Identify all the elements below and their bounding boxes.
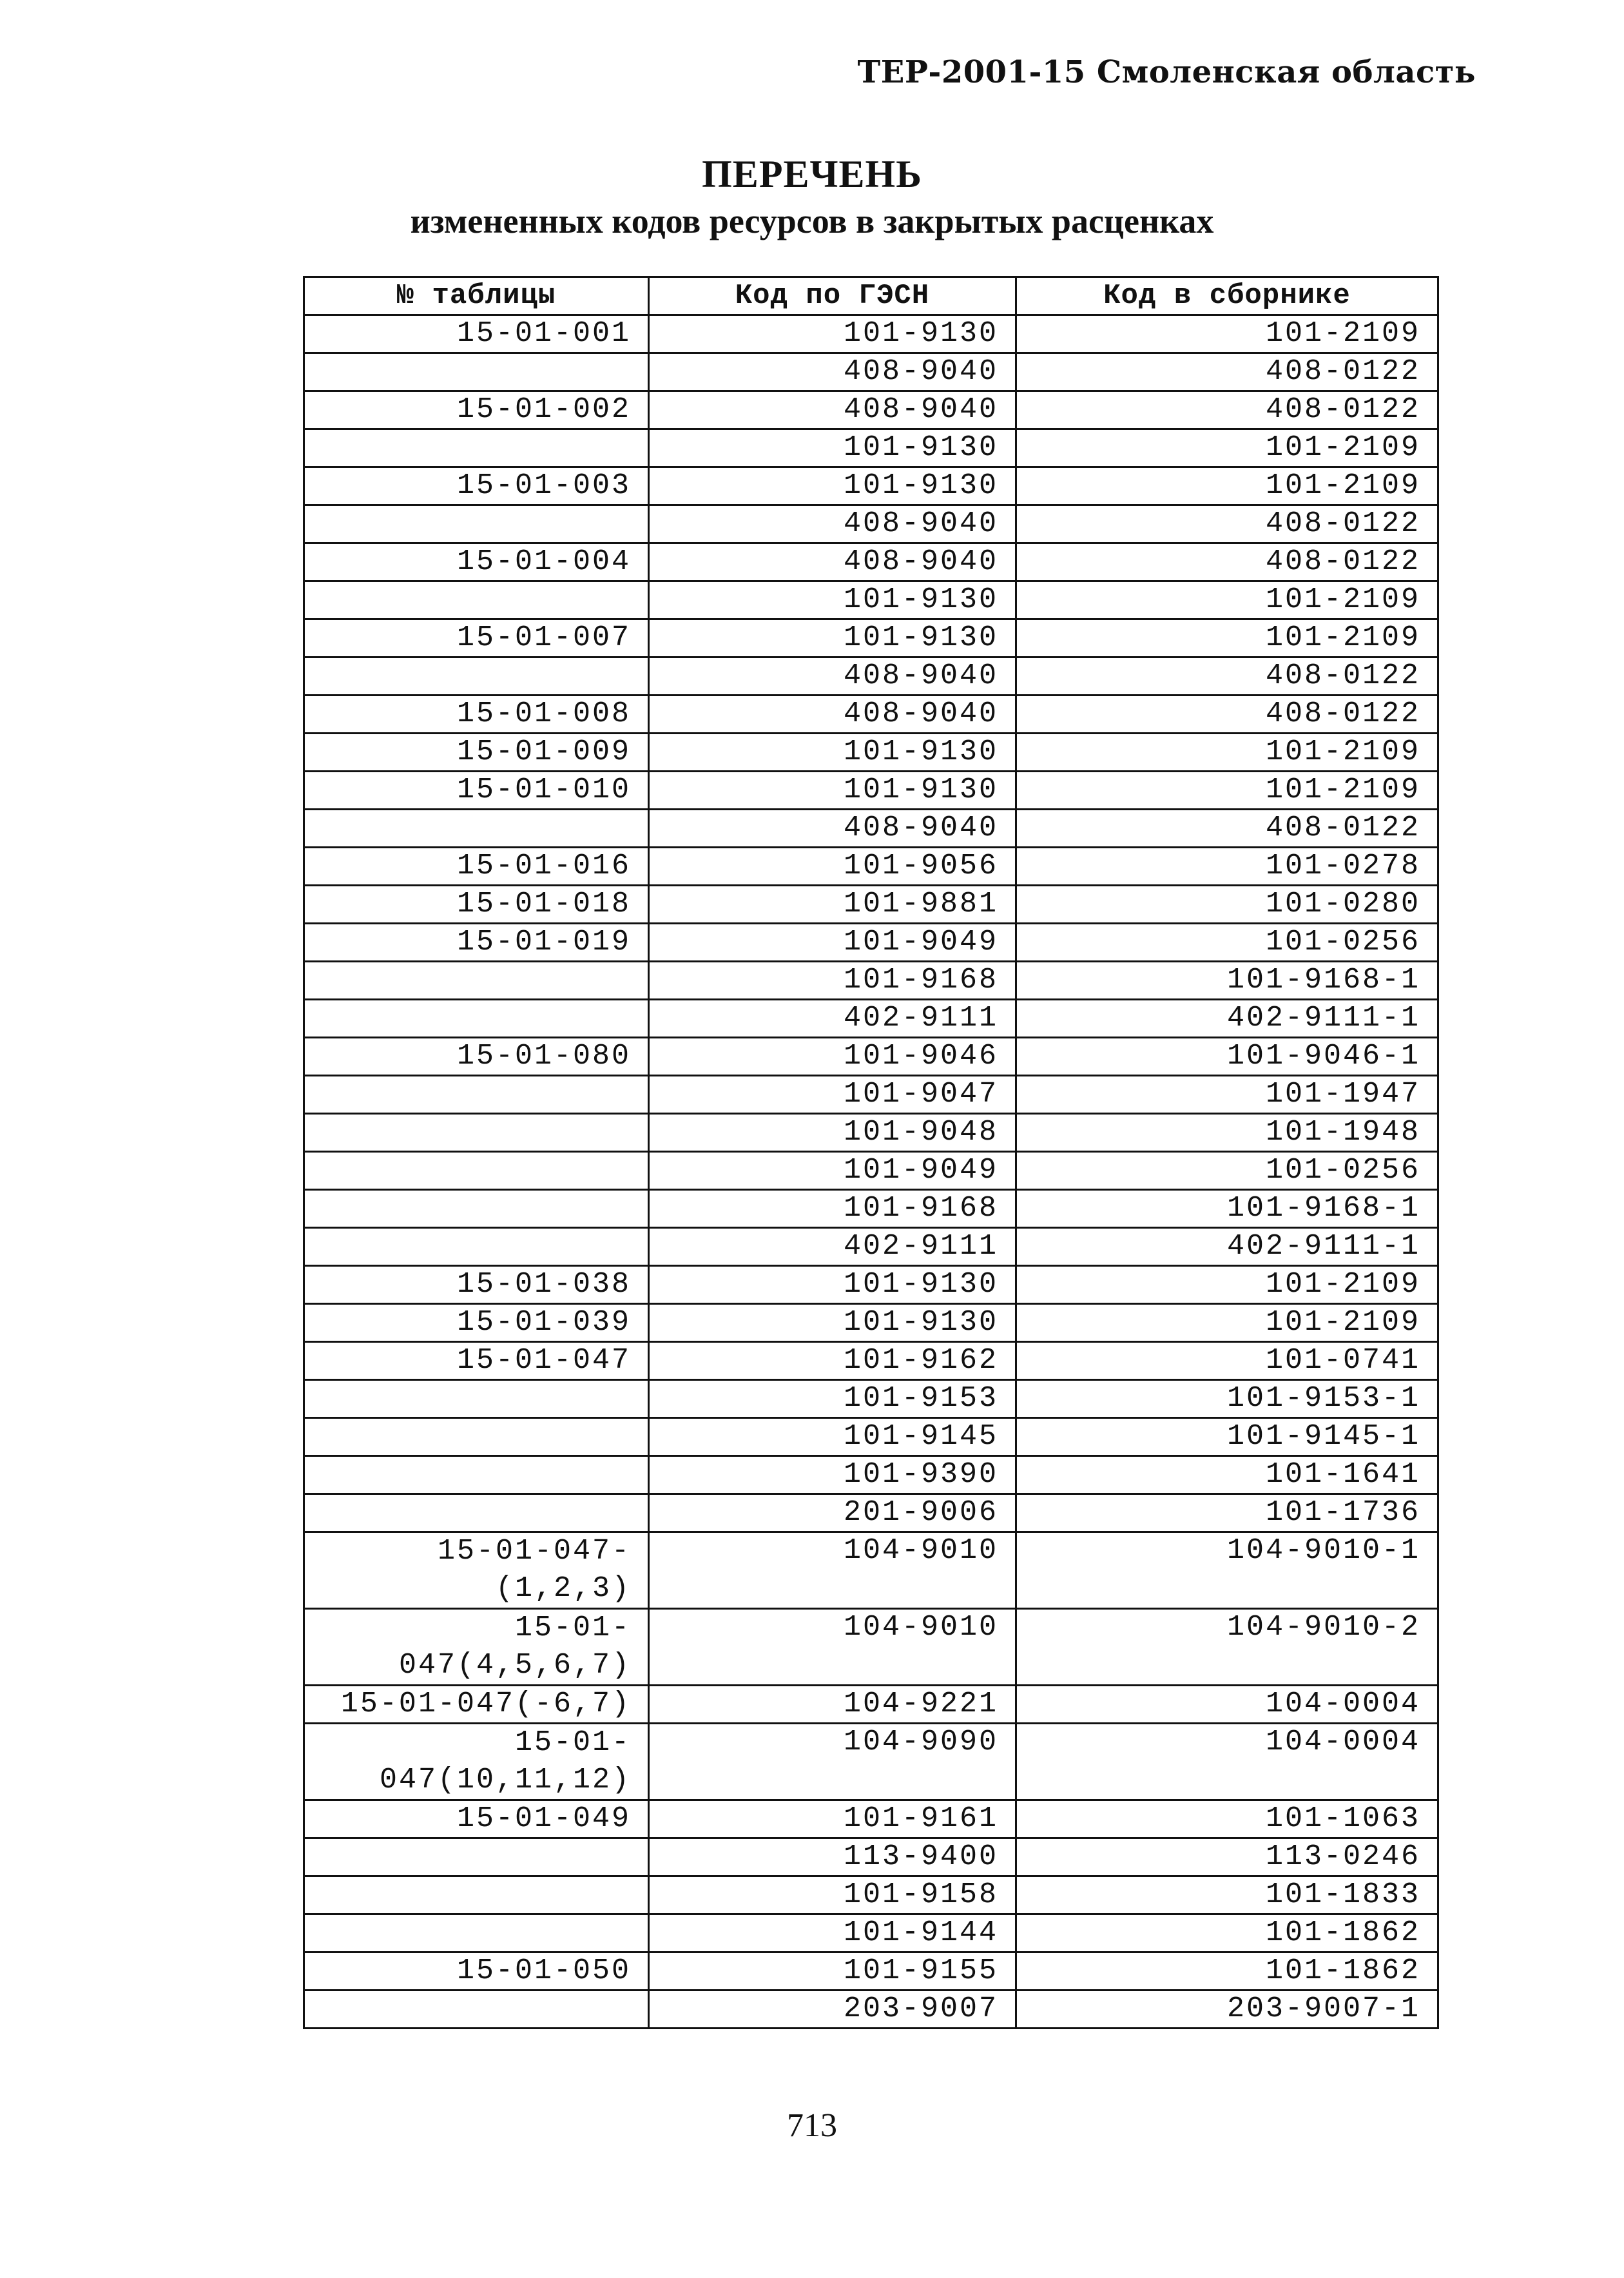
cell-collection-code: 101-2109: [1016, 734, 1438, 772]
cell-table-number: [304, 1190, 649, 1228]
cell-gesn-code: 101-9881: [649, 886, 1016, 924]
table-row: [304, 1304, 1438, 1342]
table-row: [304, 619, 1438, 657]
cell-gesn-code: 101-9130: [649, 619, 1016, 657]
table-row: [304, 810, 1438, 848]
cell-table-number: 15-01-009: [304, 734, 649, 772]
table-row: [304, 353, 1438, 391]
cell-table-number: 15-01-039: [304, 1304, 649, 1342]
cell-collection-code: 104-0004: [1016, 1686, 1438, 1724]
cell-collection-code: 408-0122: [1016, 810, 1438, 848]
cell-gesn-code: 104-9221: [649, 1686, 1016, 1724]
cell-table-number: [304, 1418, 649, 1456]
cell-table-number: 15-01-008: [304, 696, 649, 734]
cell-collection-code: 101-2109: [1016, 429, 1438, 467]
cell-collection-code: 402-9111-1: [1016, 1000, 1438, 1038]
table-row: [304, 467, 1438, 505]
cell-collection-code: 101-2109: [1016, 1304, 1438, 1342]
cell-collection-code: 101-2109: [1016, 619, 1438, 657]
cell-gesn-code: 101-9130: [649, 467, 1016, 505]
cell-table-number: [304, 1914, 649, 1952]
cell-collection-code: 101-9046-1: [1016, 1038, 1438, 1076]
cell-table-number: 15-01-038: [304, 1266, 649, 1304]
table-row: [304, 1876, 1438, 1914]
table-row: [304, 1038, 1438, 1076]
cell-table-number: [304, 657, 649, 696]
table-row: [304, 1000, 1438, 1038]
cell-table-number: [304, 810, 649, 848]
cell-collection-code: 101-0256: [1016, 1152, 1438, 1190]
cell-collection-code: 402-9111-1: [1016, 1228, 1438, 1266]
cell-gesn-code: 203-9007: [649, 1991, 1016, 2029]
cell-table-number: [304, 581, 649, 619]
table-row: [304, 734, 1438, 772]
cell-table-number: 15-01-019: [304, 924, 649, 962]
cell-table-number: [304, 1114, 649, 1152]
cell-collection-code: 101-2109: [1016, 1266, 1438, 1304]
cell-table-number: [304, 1494, 649, 1532]
table-row: [304, 1076, 1438, 1114]
table-row: [304, 1991, 1438, 2029]
cell-table-number: 15-01-049: [304, 1800, 649, 1838]
cell-collection-code: 408-0122: [1016, 696, 1438, 734]
cell-table-number: 15-01-004: [304, 543, 649, 581]
cell-gesn-code: 101-9390: [649, 1456, 1016, 1494]
cell-gesn-code: 408-9040: [649, 391, 1016, 429]
cell-gesn-code: 101-9130: [649, 315, 1016, 353]
cell-collection-code: 101-9145-1: [1016, 1418, 1438, 1456]
cell-gesn-code: 101-9047: [649, 1076, 1016, 1114]
table-row: [304, 581, 1438, 619]
cell-collection-code: 101-1736: [1016, 1494, 1438, 1532]
cell-gesn-code: 101-9155: [649, 1952, 1016, 1991]
table-row: [304, 1418, 1438, 1456]
table-row: [304, 1838, 1438, 1876]
cell-collection-code: 101-1063: [1016, 1800, 1438, 1838]
codes-table: [303, 276, 1439, 2029]
cell-table-number: [304, 429, 649, 467]
table-row: [304, 1456, 1438, 1494]
cell-collection-code: 101-9153-1: [1016, 1380, 1438, 1418]
cell-gesn-code: 101-9056: [649, 848, 1016, 886]
cell-gesn-code: 101-9130: [649, 581, 1016, 619]
cell-gesn-code: 201-9006: [649, 1494, 1016, 1532]
cell-gesn-code: 101-9048: [649, 1114, 1016, 1152]
table-header-row: [304, 277, 1438, 315]
table-row: [304, 848, 1438, 886]
cell-table-number: [304, 1380, 649, 1418]
cell-collection-code: 101-2109: [1016, 315, 1438, 353]
cell-collection-code: 101-0280: [1016, 886, 1438, 924]
cell-gesn-code: 104-9010: [649, 1532, 1016, 1609]
cell-gesn-code: 101-9168: [649, 962, 1016, 1000]
cell-gesn-code: 101-9145: [649, 1418, 1016, 1456]
table-row: [304, 1190, 1438, 1228]
cell-collection-code: 101-2109: [1016, 581, 1438, 619]
table-row: [304, 1266, 1438, 1304]
column-header-collection-code: Код в сборнике: [1016, 277, 1438, 315]
table-row: [304, 1114, 1438, 1152]
table-row: [304, 1724, 1438, 1800]
cell-table-number: [304, 1838, 649, 1876]
cell-table-number: [304, 353, 649, 391]
cell-table-number: [304, 1152, 649, 1190]
cell-table-number: 15-01-001: [304, 315, 649, 353]
cell-gesn-code: 101-9130: [649, 772, 1016, 810]
cell-collection-code: 101-1947: [1016, 1076, 1438, 1114]
document-title: ПЕРЕЧЕНЬ: [702, 153, 922, 195]
cell-collection-code: 101-2109: [1016, 772, 1438, 810]
cell-gesn-code: 408-9040: [649, 353, 1016, 391]
cell-collection-code: 408-0122: [1016, 391, 1438, 429]
cell-collection-code: 101-1862: [1016, 1952, 1438, 1991]
cell-gesn-code: 101-9130: [649, 429, 1016, 467]
cell-table-number: 15-01-016: [304, 848, 649, 886]
table-row: [304, 886, 1438, 924]
cell-collection-code: 203-9007-1: [1016, 1991, 1438, 2029]
cell-collection-code: 408-0122: [1016, 505, 1438, 543]
cell-collection-code: 101-1641: [1016, 1456, 1438, 1494]
running-header: ТЕР-2001-15 Смоленская область: [857, 54, 1476, 90]
cell-gesn-code: 408-9040: [649, 696, 1016, 734]
cell-gesn-code: 101-9046: [649, 1038, 1016, 1076]
table-row: [304, 1800, 1438, 1838]
table-row: [304, 505, 1438, 543]
table-row: [304, 1609, 1438, 1686]
table-row: [304, 962, 1438, 1000]
table-row: [304, 1380, 1438, 1418]
table-row: [304, 1342, 1438, 1380]
cell-collection-code: 408-0122: [1016, 353, 1438, 391]
cell-gesn-code: 408-9040: [649, 505, 1016, 543]
cell-table-number: [304, 1076, 649, 1114]
table-row: [304, 1228, 1438, 1266]
cell-gesn-code: 101-9162: [649, 1342, 1016, 1380]
cell-collection-code: 101-1833: [1016, 1876, 1438, 1914]
cell-gesn-code: 101-9161: [649, 1800, 1016, 1838]
table-body: [304, 315, 1438, 2029]
cell-gesn-code: 101-9168: [649, 1190, 1016, 1228]
cell-table-number: 15-01-050: [304, 1952, 649, 1991]
table-row: [304, 1952, 1438, 1991]
cell-gesn-code: 101-9130: [649, 1266, 1016, 1304]
document-subtitle: измененных кодов ресурсов в закрытых расценках: [410, 202, 1214, 240]
cell-table-number: 15-01-003: [304, 467, 649, 505]
cell-table-number: [304, 1000, 649, 1038]
cell-collection-code: 104-9010-1: [1016, 1532, 1438, 1609]
cell-gesn-code: 101-9049: [649, 1152, 1016, 1190]
cell-table-number: 15-01- 047(4,5,6,7): [304, 1609, 649, 1686]
cell-collection-code: 101-1862: [1016, 1914, 1438, 1952]
cell-gesn-code: 101-9153: [649, 1380, 1016, 1418]
column-header-gesn-code: Код по ГЭСН: [649, 277, 1016, 315]
table-row: [304, 1914, 1438, 1952]
cell-collection-code: 101-0278: [1016, 848, 1438, 886]
cell-gesn-code: 101-9130: [649, 734, 1016, 772]
cell-collection-code: 101-2109: [1016, 467, 1438, 505]
cell-collection-code: 113-0246: [1016, 1838, 1438, 1876]
cell-table-number: 15-01-010: [304, 772, 649, 810]
cell-gesn-code: 408-9040: [649, 810, 1016, 848]
cell-table-number: 15-01- 047(10,11,12): [304, 1724, 649, 1800]
table-row: [304, 696, 1438, 734]
cell-gesn-code: 101-9049: [649, 924, 1016, 962]
cell-gesn-code: 113-9400: [649, 1838, 1016, 1876]
cell-gesn-code: 402-9111: [649, 1000, 1016, 1038]
cell-collection-code: 408-0122: [1016, 543, 1438, 581]
table-row: [304, 315, 1438, 353]
cell-table-number: [304, 1991, 649, 2029]
cell-gesn-code: 402-9111: [649, 1228, 1016, 1266]
cell-collection-code: 101-0741: [1016, 1342, 1438, 1380]
cell-table-number: [304, 505, 649, 543]
cell-collection-code: 101-0256: [1016, 924, 1438, 962]
cell-table-number: 15-01-047(-6,7): [304, 1686, 649, 1724]
cell-gesn-code: 101-9158: [649, 1876, 1016, 1914]
cell-gesn-code: 104-9010: [649, 1609, 1016, 1686]
cell-table-number: [304, 962, 649, 1000]
cell-table-number: 15-01-002: [304, 391, 649, 429]
cell-table-number: 15-01-007: [304, 619, 649, 657]
table-row: [304, 1152, 1438, 1190]
cell-table-number: 15-01-080: [304, 1038, 649, 1076]
table-row: [304, 1686, 1438, 1724]
cell-table-number: [304, 1228, 649, 1266]
table-row: [304, 1532, 1438, 1609]
table-row: [304, 1494, 1438, 1532]
table-row: [304, 391, 1438, 429]
title-block: [0, 150, 1624, 244]
cell-table-number: [304, 1876, 649, 1914]
cell-gesn-code: 104-9090: [649, 1724, 1016, 1800]
cell-gesn-code: 101-9130: [649, 1304, 1016, 1342]
column-header-table-number: № таблицы: [304, 277, 649, 315]
table-row: [304, 429, 1438, 467]
cell-table-number: 15-01-047- (1,2,3): [304, 1532, 649, 1609]
cell-collection-code: 408-0122: [1016, 657, 1438, 696]
cell-collection-code: 101-9168-1: [1016, 962, 1438, 1000]
cell-collection-code: 104-9010-2: [1016, 1609, 1438, 1686]
table-row: [304, 924, 1438, 962]
cell-gesn-code: 408-9040: [649, 657, 1016, 696]
table-row: [304, 543, 1438, 581]
cell-table-number: 15-01-018: [304, 886, 649, 924]
table-row: [304, 657, 1438, 696]
cell-table-number: 15-01-047: [304, 1342, 649, 1380]
cell-collection-code: 104-0004: [1016, 1724, 1438, 1800]
cell-gesn-code: 408-9040: [649, 543, 1016, 581]
cell-table-number: [304, 1456, 649, 1494]
cell-collection-code: 101-9168-1: [1016, 1190, 1438, 1228]
cell-collection-code: 101-1948: [1016, 1114, 1438, 1152]
page-number: 713: [787, 2107, 837, 2144]
table-row: [304, 772, 1438, 810]
cell-gesn-code: 101-9144: [649, 1914, 1016, 1952]
